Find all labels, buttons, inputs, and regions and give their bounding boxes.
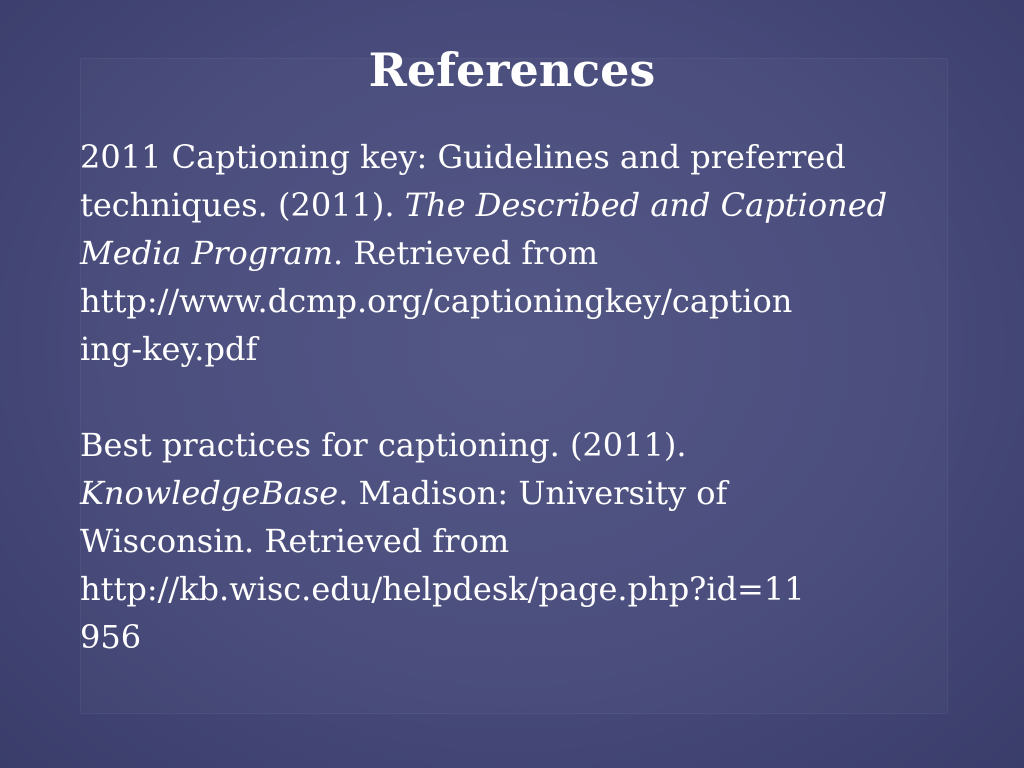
reference-text: http://www.dcmp.org/captioningkey/caption: [80, 282, 793, 320]
slide-title: References: [368, 43, 656, 97]
reference-text: Wisconsin. Retrieved from: [80, 522, 510, 560]
reference-text: . Madison: University of: [338, 474, 728, 512]
reference-line: [80, 469, 940, 517]
reference-text: . Retrieved from: [332, 234, 599, 272]
references-list: [80, 133, 940, 661]
reference-url: [80, 613, 940, 661]
reference-url: [80, 277, 940, 325]
reference-line: [80, 181, 940, 229]
reference-text: 2011 Captioning key: Guidelines and preferred: [80, 138, 846, 176]
reference-source-title: Media Program: [80, 234, 333, 272]
reference-source-title: The Described and Captioned: [404, 186, 888, 224]
reference-text: ing-key.pdf: [80, 330, 258, 368]
reference-line: [80, 517, 940, 565]
reference-text: http://kb.wisc.edu/helpdesk/page.php?id=11: [80, 570, 805, 608]
reference-url: [80, 325, 940, 373]
reference-text: Best practices for captioning. (2011).: [80, 426, 687, 464]
reference-entry: [80, 421, 940, 661]
reference-text: techniques. (2011).: [80, 186, 405, 224]
reference-line: [80, 229, 940, 277]
reference-text: 956: [80, 618, 142, 656]
reference-url: [80, 565, 940, 613]
reference-source-title: KnowledgeBase: [80, 474, 339, 512]
reference-line: [80, 133, 940, 181]
reference-entry: [80, 133, 940, 373]
reference-line: [80, 421, 940, 469]
